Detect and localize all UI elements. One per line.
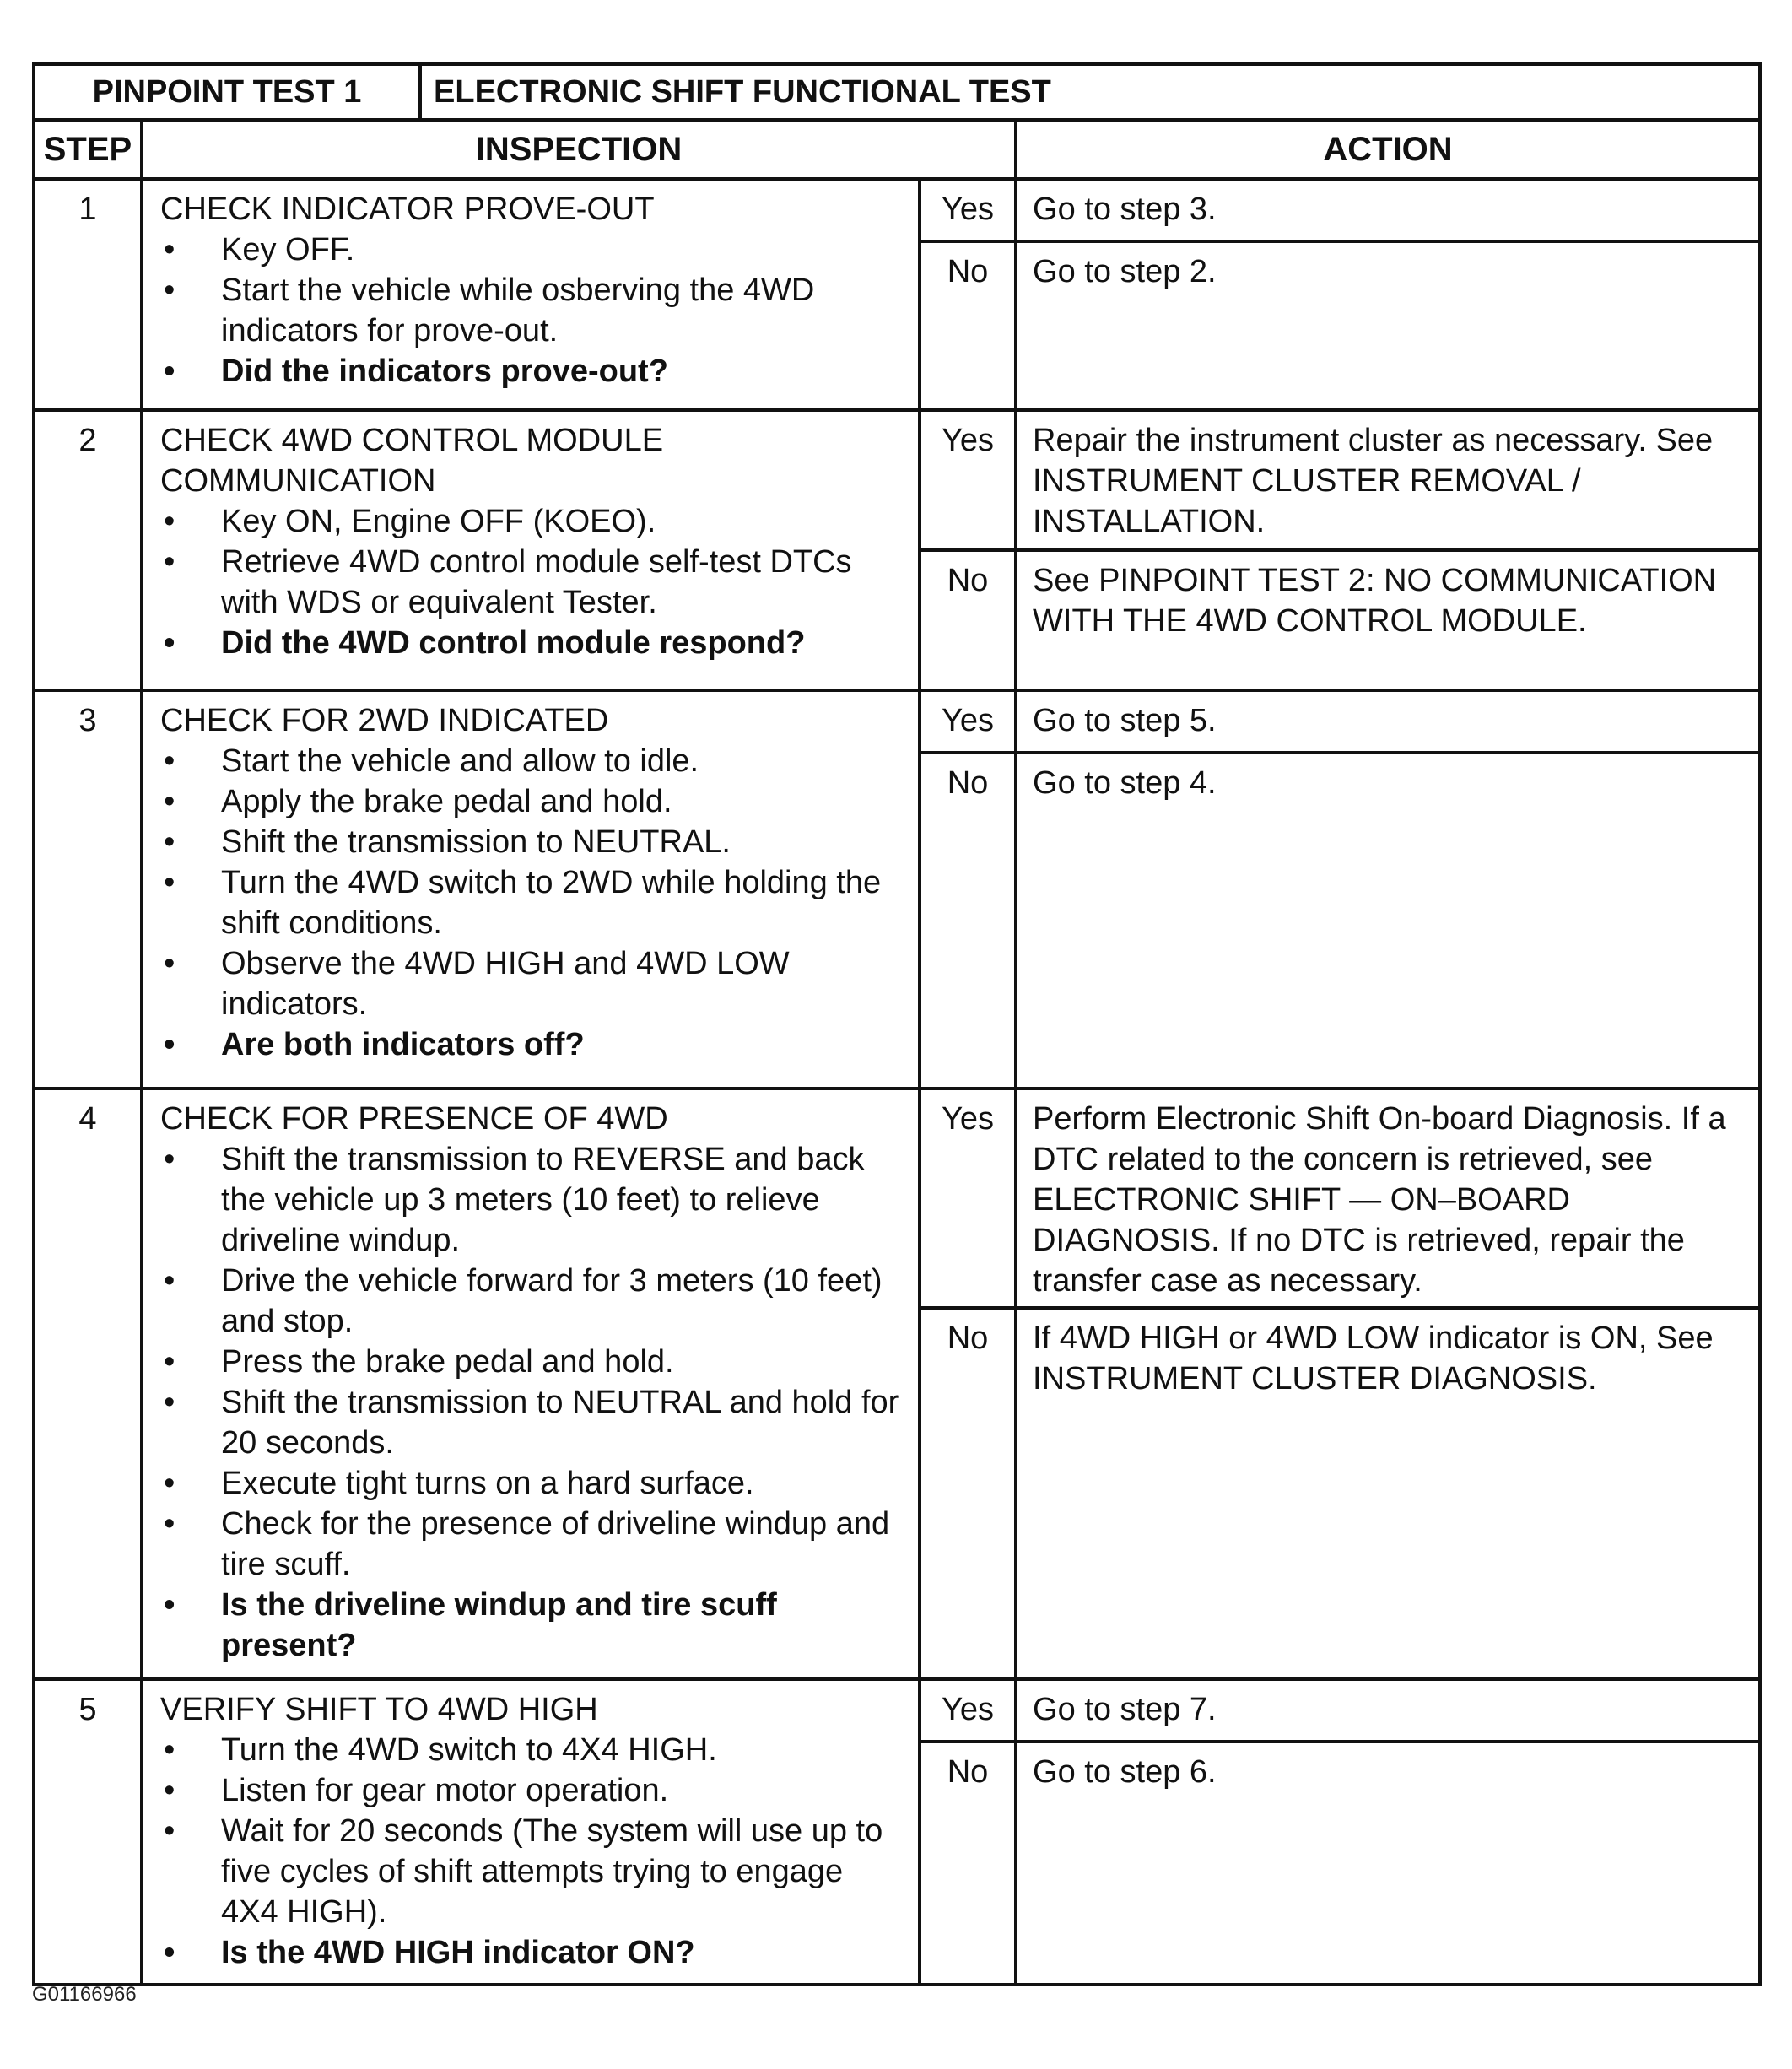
yes-label: Yes [920,179,1016,241]
no-action: If 4WD HIGH or 4WD LOW indicator is ON, See INSTRUMENT CLUSTER DIAGNOSIS. [1016,1308,1760,1679]
bullet-question: • Is the 4WD HIGH indicator ON? [160,1932,906,1973]
bullet-question: • Are both indicators off? [160,1024,906,1065]
bullet-item: • Observe the 4WD HIGH and 4WD LOW indicators. [160,943,906,1024]
step-bullet-list [160,501,906,663]
bullet-icon: • [164,784,175,819]
bullet-icon: • [164,865,175,900]
step-bullet-list [160,1730,906,1973]
bullet-icon: • [164,354,175,389]
bullet-item: • Turn the 4WD switch to 4X4 HIGH. [160,1730,906,1770]
step-title: CHECK FOR 2WD INDICATED [160,703,609,738]
bullet-icon: • [164,1732,175,1768]
bullet-icon: • [164,504,175,539]
bullet-item: • Key ON, Engine OFF (KOEO). [160,501,906,542]
no-label: No [920,1742,1016,1985]
no-label: No [920,1308,1016,1679]
bullet-icon: • [164,1344,175,1380]
title-row [34,64,1760,120]
step-bullet-list [160,741,906,1065]
bullet-icon: • [164,544,175,580]
yes-action: Go to step 5. [1016,690,1760,753]
bullet-icon: • [164,273,175,308]
bullet-icon: • [164,743,175,779]
yes-action: Go to step 7. [1016,1679,1760,1742]
bullet-icon: • [164,625,175,661]
step-bullet-list [160,230,906,392]
no-label: No [920,241,1016,410]
bullet-question: • Is the driveline windup and tire scuff present? [160,1585,906,1666]
step-4-row-yes [34,1089,1760,1308]
bullet-item: • Shift the transmission to NEUTRAL and hold for 20 seconds. [160,1382,906,1463]
step-1-row-yes [34,179,1760,241]
bullet-item: • Shift the transmission to REVERSE and back the vehicle up 3 meters (10 feet) to relieve driveline windup. [160,1139,906,1261]
yes-action: Perform Electronic Shift On-board Diagnosis. If a DTC related to the concern is retrieved, see ELECTRONIC SHIFT — ON–BOARD DIAGNOSIS. If no DTC is retrieved, repair the transfer case as necessary. [1016,1089,1760,1308]
step-number: 1 [34,179,142,410]
bullet-item: • Drive the vehicle forward for 3 meters (10 feet) and stop. [160,1261,906,1342]
step-column-header: STEP [34,120,142,179]
yes-label: Yes [920,1679,1016,1742]
bullet-item: • Wait for 20 seconds (The system will use up to five cycles of shift attempts trying to engage 4X4 HIGH). [160,1811,906,1932]
step-title: CHECK INDICATOR PROVE-OUT [160,192,655,227]
no-label: No [920,753,1016,1089]
step-title: CHECK FOR PRESENCE OF 4WD [160,1101,668,1137]
bullet-item: • Apply the brake pedal and hold. [160,781,906,822]
bullet-question: • Did the 4WD control module respond? [160,623,906,663]
action-column-header: ACTION [1016,120,1760,179]
figure-code: G01166966 [32,1983,137,2006]
step-3-row-yes [34,690,1760,753]
step-title: CHECK 4WD CONTROL MODULE COMMUNICATION [160,423,664,499]
bullet-item: • Retrieve 4WD control module self-test DTCs with WDS or equivalent Tester. [160,542,906,623]
no-action: Go to step 4. [1016,753,1760,1089]
step-inspection [142,1089,920,1679]
step-bullet-list [160,1139,906,1666]
bullet-icon: • [164,1773,175,1808]
step-2-row-yes [34,410,1760,550]
step-number: 2 [34,410,142,690]
bullet-item: • Execute tight turns on a hard surface. [160,1463,906,1504]
bullet-icon: • [164,1385,175,1420]
step-inspection [142,1679,920,1985]
bullet-icon: • [164,1027,175,1062]
bullet-item: • Start the vehicle while osberving the 4WD indicators for prove-out. [160,270,906,351]
bullet-icon: • [164,1813,175,1849]
bullet-item: • Shift the transmission to NEUTRAL. [160,822,906,862]
bullet-icon: • [164,1587,175,1623]
yes-action: Repair the instrument cluster as necessary. See INSTRUMENT CLUSTER REMOVAL / INSTALLATION. [1016,410,1760,550]
step-inspection [142,179,920,410]
bullet-item: • Check for the presence of driveline windup and tire scuff. [160,1504,906,1585]
step-title: VERIFY SHIFT TO 4WD HIGH [160,1692,598,1727]
inspection-column-header: INSPECTION [142,120,1016,179]
bullet-item: • Key OFF. [160,230,906,270]
yes-label: Yes [920,410,1016,550]
bullet-icon: • [164,232,175,267]
pinpoint-test-document [32,62,1758,1986]
bullet-icon: • [164,824,175,860]
bullet-icon: • [164,1142,175,1177]
test-name: ELECTRONIC SHIFT FUNCTIONAL TEST [420,64,1760,120]
bullet-item: • Start the vehicle and allow to idle. [160,741,906,781]
no-action: Go to step 2. [1016,241,1760,410]
yes-label: Yes [920,1089,1016,1308]
bullet-item: • Listen for gear motor operation. [160,1770,906,1811]
pinpoint-test-table [32,62,1762,1986]
bullet-item: • Press the brake pedal and hold. [160,1342,906,1382]
yes-action: Go to step 3. [1016,179,1760,241]
bullet-icon: • [164,1935,175,1970]
test-id: PINPOINT TEST 1 [34,64,420,120]
step-inspection [142,410,920,690]
no-label: No [920,550,1016,690]
no-action: See PINPOINT TEST 2: NO COMMUNICATION WITH THE 4WD CONTROL MODULE. [1016,550,1760,690]
bullet-icon: • [164,1263,175,1299]
bullet-icon: • [164,946,175,981]
step-inspection [142,690,920,1089]
step-number: 3 [34,690,142,1089]
step-number: 5 [34,1679,142,1985]
bullet-icon: • [164,1466,175,1501]
step-number: 4 [34,1089,142,1679]
step-5-row-yes [34,1679,1760,1742]
no-action: Go to step 6. [1016,1742,1760,1985]
bullet-question: • Did the indicators prove-out? [160,351,906,392]
column-header-row [34,120,1760,179]
bullet-item: • Turn the 4WD switch to 2WD while holding the shift conditions. [160,862,906,943]
yes-label: Yes [920,690,1016,753]
bullet-icon: • [164,1506,175,1542]
